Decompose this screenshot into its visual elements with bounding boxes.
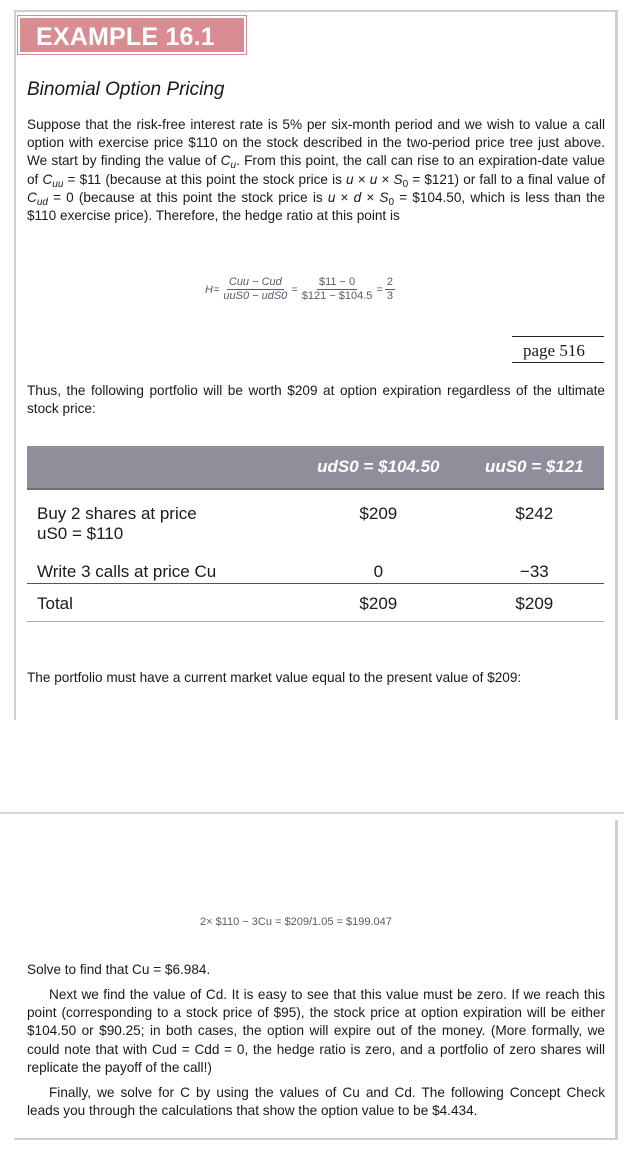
row-value-col2: $209 xyxy=(465,584,604,622)
example-badge: EXAMPLE 16.1 xyxy=(18,16,246,54)
row-label: Total xyxy=(27,584,292,622)
page-number-label: page 516 xyxy=(523,341,585,360)
hedge-eq-sign: = xyxy=(291,283,298,296)
row-value-col2: −33 xyxy=(519,562,549,581)
row-value-col1: $209 xyxy=(292,489,465,550)
hedge-den-3: 3 xyxy=(386,290,393,302)
intro-paragraph: Suppose that the risk-free interest rate is 5% per six-month period and we wish to value a call option with exercise price $110 on the stock described in the two-period price tree just above. We start by finding the value of $C_u$. From this point, the call can rise to an expiration-date value of $C_{uu}$ = $11 (because at this point the stock price is $u \times u \times S_0$ = $121) or fall to a final value of $C_{ud} = 0$ (because at this point the stock price is $u \times d \times S_0$ = $104.50, which is less than the $110 exercise price). Therefore, the hedge ratio at this point is xyxy=(27,117,606,224)
next-paragraph: Next we find the value of Cd. It is easy to see that this value must be zero. If we reach this point (corresponding to a stock price of $95), the stock price at option expiration will be either $104.50 or $90.25; in both cases, the option will expire out of the money. (More formally, we could note that with Cud = Cdd = 0, the hedge ratio is zero, and a portfolio of zero shares will replicate the payoff of the call!) xyxy=(27,987,605,1075)
page-marker-rule-top xyxy=(512,336,604,337)
hedge-num-3: 2 xyxy=(386,276,393,288)
row-value-col1: 0 xyxy=(373,562,384,581)
table-header-col1: udS0 = $104.50 xyxy=(292,446,465,489)
row-label: Write 3 calls at price Cu xyxy=(37,562,217,581)
hedge-fraction-3 xyxy=(385,276,395,303)
table-row xyxy=(27,489,604,550)
hedge-num-1: Cuu − Cud xyxy=(228,276,282,288)
example-subtitle: Binomial Option Pricing xyxy=(27,79,225,100)
hedge-num-2: $11 − 0 xyxy=(318,276,356,288)
final-paragraph: Finally, we solve for C by using the values of Cu and Cd. The following Concept Check leads you through the calculations that show the option value to be $4.434. xyxy=(27,1085,605,1119)
row-label: Buy 2 shares at price uS0 = $110 xyxy=(27,489,292,550)
market-value-paragraph: The portfolio must have a current market value equal to the present value of $209: xyxy=(27,670,522,685)
hedge-fraction-1 xyxy=(221,276,289,303)
table-header-blank xyxy=(27,446,292,489)
hedge-ratio-equation xyxy=(205,276,397,303)
present-value-equation: 2× $110 − 3Cu = $209/1.05 = $199.047 xyxy=(200,916,392,928)
hedge-fraction-2 xyxy=(300,276,375,303)
row-value-col2: $242 xyxy=(465,489,604,550)
hedge-den-1: uuS0 − udS0 xyxy=(223,290,288,302)
solve-line: Solve to find that Cu = $6.984. xyxy=(27,962,211,977)
table-header-col2: uuS0 = $121 xyxy=(465,446,604,489)
hedge-den-2: $121 − $104.5 xyxy=(301,290,373,302)
table-row-total xyxy=(27,584,604,622)
hedge-eq-sign-2: = xyxy=(376,283,383,296)
table-row xyxy=(27,550,604,584)
page-divider xyxy=(0,812,624,814)
hedge-lhs: H= xyxy=(205,283,220,296)
table-header-row xyxy=(27,446,604,489)
row-value-col1: $209 xyxy=(292,584,465,622)
thus-paragraph: Thus, the following portfolio will be worth $209 at option expiration regardless of the ultimate stock price: xyxy=(27,383,605,417)
page-marker-rule-bottom xyxy=(512,362,604,363)
portfolio-table xyxy=(27,446,604,622)
